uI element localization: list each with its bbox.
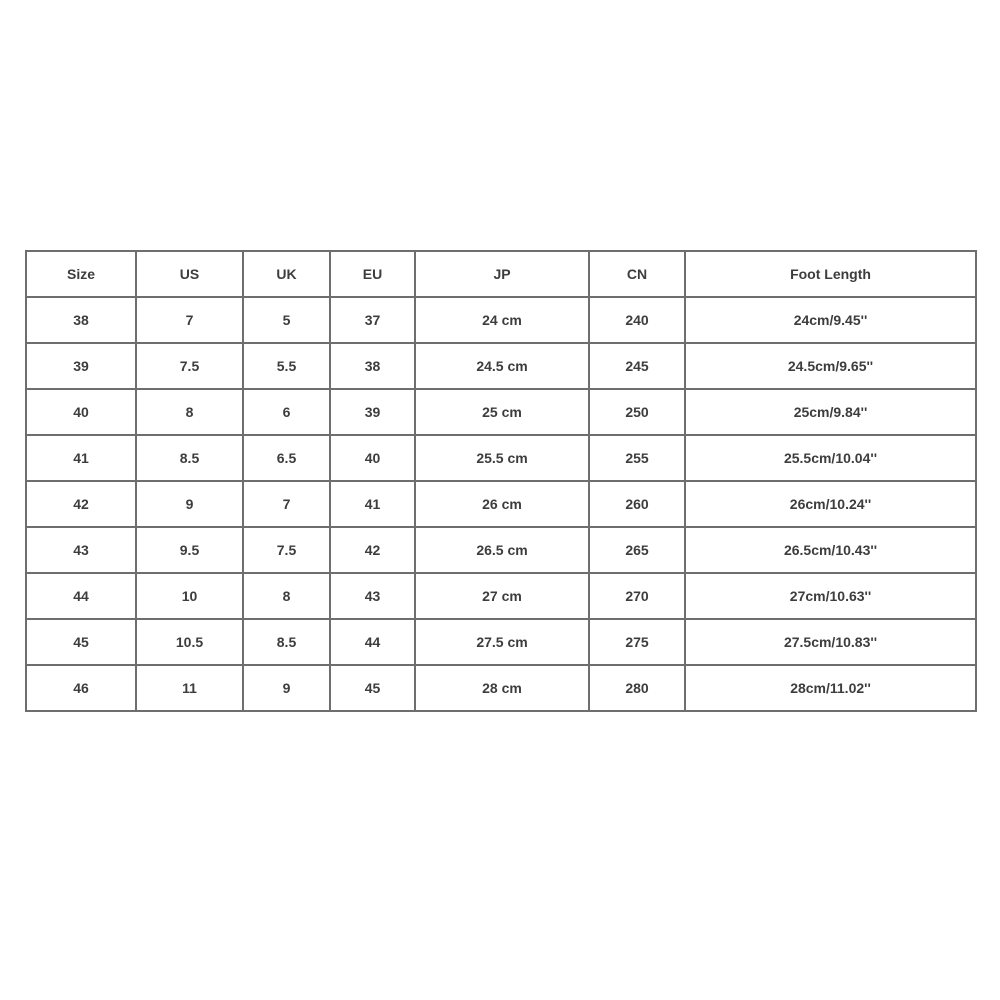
- cell-cn: 255: [589, 435, 685, 481]
- header-size: Size: [26, 251, 136, 297]
- header-eu: EU: [330, 251, 415, 297]
- cell-us: 8: [136, 389, 243, 435]
- cell-size: 42: [26, 481, 136, 527]
- cell-size: 39: [26, 343, 136, 389]
- cell-jp: 25 cm: [415, 389, 589, 435]
- cell-size: 46: [26, 665, 136, 711]
- table-row: [26, 343, 976, 389]
- cell-us: 7.5: [136, 343, 243, 389]
- cell-uk: 5.5: [243, 343, 330, 389]
- cell-eu: 37: [330, 297, 415, 343]
- cell-uk: 7: [243, 481, 330, 527]
- table-header-row: [26, 251, 976, 297]
- cell-jp: 24 cm: [415, 297, 589, 343]
- cell-uk: 9: [243, 665, 330, 711]
- cell-jp: 28 cm: [415, 665, 589, 711]
- cell-foot-length: 26.5cm/10.43'': [685, 527, 976, 573]
- cell-size: 40: [26, 389, 136, 435]
- table-row: [26, 619, 976, 665]
- cell-eu: 42: [330, 527, 415, 573]
- table-row: [26, 665, 976, 711]
- cell-jp: 27.5 cm: [415, 619, 589, 665]
- cell-foot-length: 25.5cm/10.04'': [685, 435, 976, 481]
- cell-uk: 8: [243, 573, 330, 619]
- cell-foot-length: 27cm/10.63'': [685, 573, 976, 619]
- cell-foot-length: 24.5cm/9.65'': [685, 343, 976, 389]
- cell-jp: 27 cm: [415, 573, 589, 619]
- cell-eu: 44: [330, 619, 415, 665]
- table-row: [26, 435, 976, 481]
- cell-uk: 5: [243, 297, 330, 343]
- cell-eu: 38: [330, 343, 415, 389]
- cell-eu: 41: [330, 481, 415, 527]
- cell-foot-length: 25cm/9.84'': [685, 389, 976, 435]
- cell-eu: 43: [330, 573, 415, 619]
- cell-foot-length: 26cm/10.24'': [685, 481, 976, 527]
- cell-us: 9: [136, 481, 243, 527]
- cell-foot-length: 28cm/11.02'': [685, 665, 976, 711]
- table-row: [26, 297, 976, 343]
- table-row: [26, 527, 976, 573]
- cell-us: 7: [136, 297, 243, 343]
- cell-eu: 39: [330, 389, 415, 435]
- cell-us: 10: [136, 573, 243, 619]
- cell-us: 9.5: [136, 527, 243, 573]
- cell-cn: 270: [589, 573, 685, 619]
- table-row: [26, 481, 976, 527]
- cell-size: 45: [26, 619, 136, 665]
- header-cn: CN: [589, 251, 685, 297]
- cell-jp: 24.5 cm: [415, 343, 589, 389]
- cell-eu: 45: [330, 665, 415, 711]
- cell-uk: 7.5: [243, 527, 330, 573]
- size-chart-table: [25, 250, 977, 712]
- cell-us: 11: [136, 665, 243, 711]
- cell-eu: 40: [330, 435, 415, 481]
- cell-jp: 26 cm: [415, 481, 589, 527]
- cell-foot-length: 27.5cm/10.83'': [685, 619, 976, 665]
- cell-jp: 26.5 cm: [415, 527, 589, 573]
- cell-uk: 8.5: [243, 619, 330, 665]
- cell-us: 10.5: [136, 619, 243, 665]
- cell-cn: 280: [589, 665, 685, 711]
- cell-cn: 275: [589, 619, 685, 665]
- cell-uk: 6.5: [243, 435, 330, 481]
- header-foot-length: Foot Length: [685, 251, 976, 297]
- cell-cn: 245: [589, 343, 685, 389]
- cell-size: 44: [26, 573, 136, 619]
- cell-foot-length: 24cm/9.45'': [685, 297, 976, 343]
- table-row: [26, 573, 976, 619]
- table-body: [26, 297, 976, 711]
- cell-cn: 240: [589, 297, 685, 343]
- cell-cn: 260: [589, 481, 685, 527]
- cell-cn: 250: [589, 389, 685, 435]
- cell-jp: 25.5 cm: [415, 435, 589, 481]
- cell-cn: 265: [589, 527, 685, 573]
- header-uk: UK: [243, 251, 330, 297]
- cell-size: 41: [26, 435, 136, 481]
- header-jp: JP: [415, 251, 589, 297]
- cell-size: 38: [26, 297, 136, 343]
- cell-uk: 6: [243, 389, 330, 435]
- header-us: US: [136, 251, 243, 297]
- cell-size: 43: [26, 527, 136, 573]
- table-row: [26, 389, 976, 435]
- cell-us: 8.5: [136, 435, 243, 481]
